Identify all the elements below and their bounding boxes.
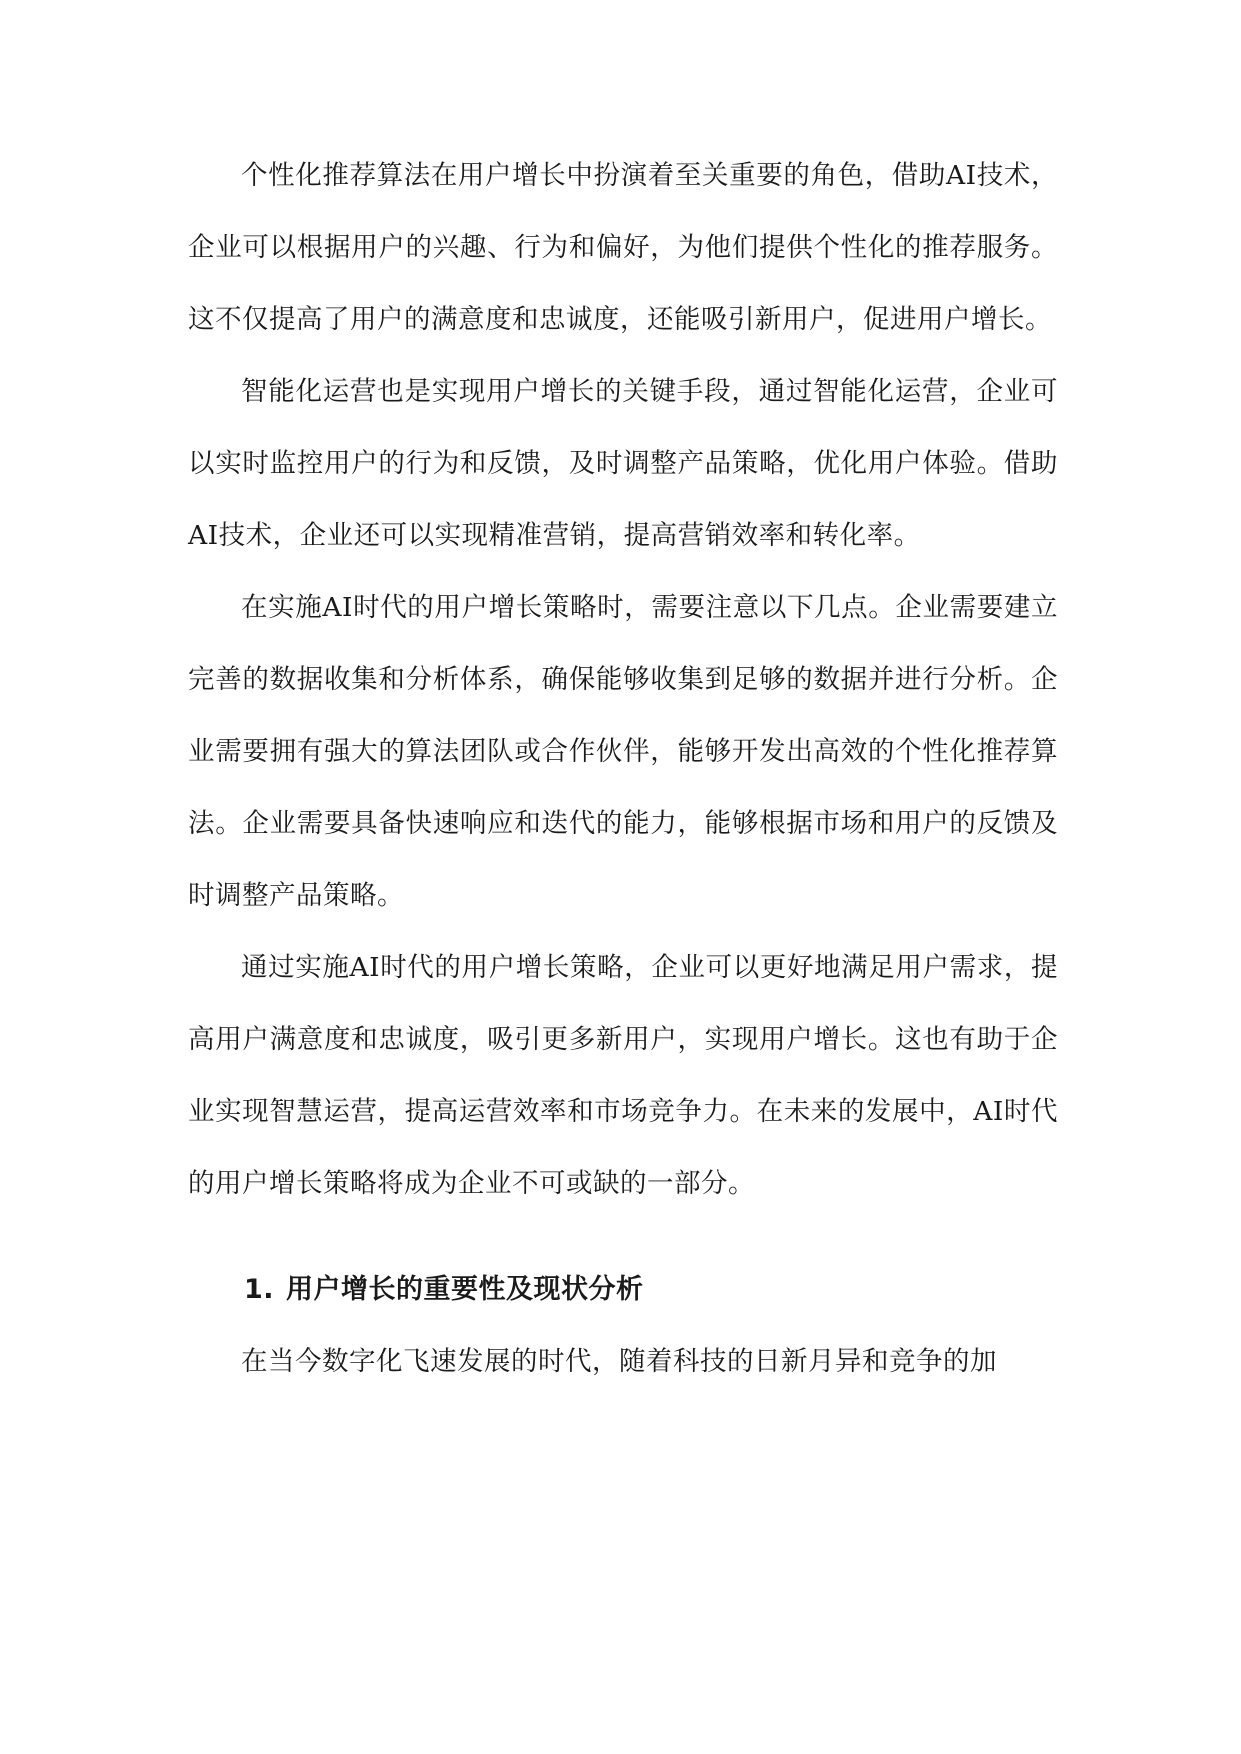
paragraph-recommendation: 个性化推荐算法在用户增长中扮演着至关重要的角色，借助AI技术，企业可以根据用户的兴趣、行为和偏好，为他们提供个性化的推荐服务。这不仅提高了用户的满意度和忠诚度，还能吸引新用户，促进用户增长。 (188, 160, 1058, 335)
paragraph-section-intro: 在当今数字化飞速发展的时代，随着科技的日新月异和竞争的加 (241, 1346, 997, 1377)
paragraph-intelligent-operations: 智能化运营也是实现用户增长的关键手段，通过智能化运营，企业可以实时监控用户的行为和反馈，及时调整产品策略，优化用户体验。借助AI技术，企业还可以实现精准营销，提高营销效率和转化率。 (188, 376, 1058, 551)
document-body (188, 140, 1058, 1398)
paragraph-implementation-notes: 在实施AI时代的用户增长策略时，需要注意以下几点。企业需要建立完善的数据收集和分析体系，确保能够收集到足够的数据并进行分析。企业需要拥有强大的算法团队或合作伙伴，能够开发出高效的个性化推荐算法。企业需要具备快速响应和迭代的能力，能够根据市场和用户的反馈及时调整产品策略。 (188, 592, 1058, 911)
paragraph-conclusion: 通过实施AI时代的用户增长策略，企业可以更好地满足用户需求，提高用户满意度和忠诚度，吸引更多新用户，实现用户增长。这也有助于企业实现智慧运营，提高运营效率和市场竞争力。在未来的发展中，AI时代的用户增长策略将成为企业不可或缺的一部分。 (188, 952, 1058, 1199)
section-title: 用户增长的重要性及现状分析 (286, 1274, 644, 1305)
section-heading (188, 1254, 1058, 1326)
section-number: 1. (244, 1274, 275, 1305)
